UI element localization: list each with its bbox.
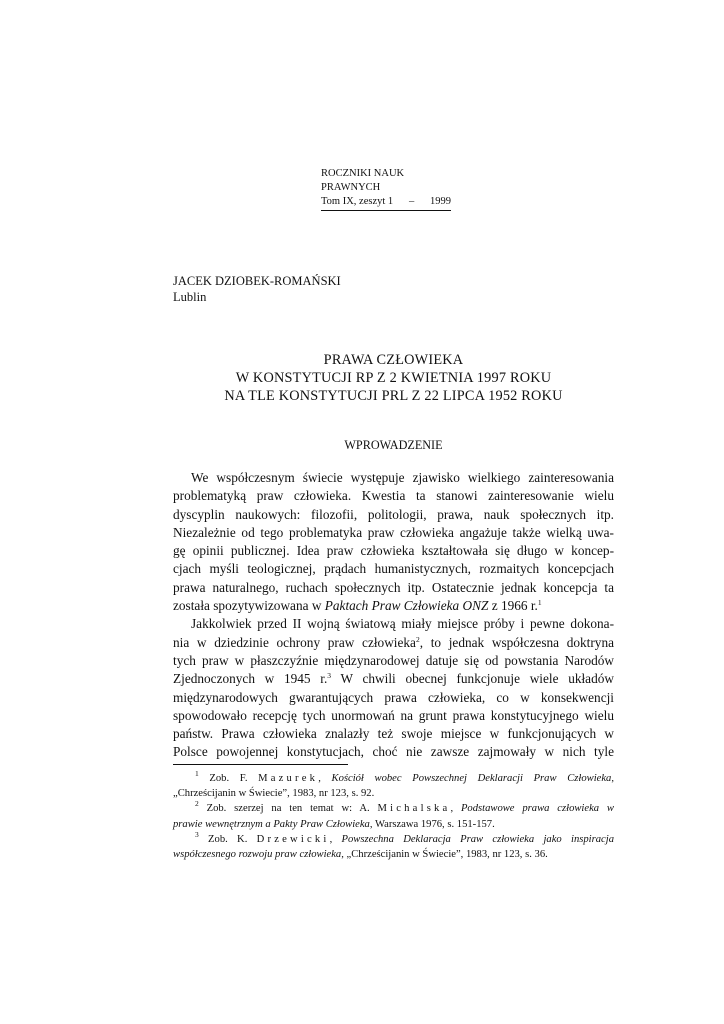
footnote-number: 3 (195, 829, 199, 839)
body-line: Niezależnie od tego problematyka praw człowieka angażuje także wielką uwa- (173, 524, 614, 540)
text-run: Zob. F. (198, 773, 259, 784)
author-name: JACEK DZIOBEK-ROMAŃSKI (173, 274, 341, 288)
text-run: nia w dziedzinie ochrony praw człowieka (173, 634, 416, 650)
footnote-divider (173, 764, 348, 765)
footnote-title: współczesnego rozwoju praw człowieka (173, 849, 342, 861)
footnote-author: Michalska (377, 803, 451, 815)
footnote-number: 1 (195, 769, 199, 778)
body-line: gę opinii publicznej. Idea praw człowieka kształtowała się długo w koncep- (173, 543, 614, 559)
footnote-3-cont (173, 847, 614, 862)
text-run: , „Chrześcijanin w Świecie”, 1983, nr 123, s. 36. (341, 849, 548, 861)
article-title (173, 351, 614, 405)
body-line: prawa naturalnego, ruchach społecznych itp. Ostatecznie jednak koncepcja ta (173, 579, 614, 595)
body-line: problematyką praw człowieka. Kwestia ta stanowi zainteresowanie wielu (173, 488, 614, 504)
footnote-author: Mazurek (258, 773, 319, 784)
body-line: Jakkolwiek przed II wojną światową miały miejsce próby i pewne dokona- (191, 616, 614, 632)
body-line (173, 597, 614, 615)
italic-run: Paktach Praw Człowieka ONZ (324, 598, 489, 614)
body-text (173, 469, 614, 762)
footnote-title: Podstawowe prawa człowieka w (460, 803, 614, 815)
body-line: cjach myśli teologicznej, prądach humanistycznych, rozmaitych koncepcjach (173, 561, 614, 577)
author-city: Lublin (173, 290, 207, 304)
text-run: , (318, 773, 332, 784)
title-line: W KONSTYTUCJI RP Z 2 KWIETNIA 1997 ROKU (235, 370, 552, 386)
text-run: W chwili obecnej funkcjonuje wiele układów (331, 671, 614, 687)
section-heading: WPROWADZENIE (344, 438, 443, 452)
text-run: , (329, 833, 342, 845)
text-run: , Warszawa 1976, s. 151-157. (369, 818, 495, 830)
journal-dash: – (408, 196, 415, 207)
footnote-ref: 3 (327, 671, 332, 681)
journal-issue-line (321, 195, 451, 211)
text-run: Zob. szerzej na ten temat w: A. (198, 803, 378, 815)
footnote-ref: 1 (537, 598, 542, 608)
title-line: PRAWA CZŁOWIEKA (323, 352, 464, 368)
footnotes (173, 771, 614, 862)
body-line: państw. Prawa człowieka znalazły też swoje miejsce w funkcjonujących w (173, 726, 614, 742)
author-block (173, 273, 341, 305)
footnote-2 (173, 801, 614, 816)
text-run: Zjednoczonych w 1945 r. (173, 671, 328, 687)
footnote-1 (173, 771, 614, 786)
text-run: z 1966 r. (488, 598, 538, 614)
text-run: Zob. K. (198, 833, 257, 845)
footnote-title: prawie wewnętrznym a Pakty Praw Człowieka (173, 818, 370, 830)
body-line (173, 634, 614, 652)
footnote-2-cont (173, 817, 614, 832)
footnote-author: Drzewicki (256, 833, 330, 845)
journal-name: ROCZNIKI NAUK PRAWNYCH (321, 168, 405, 193)
footnote-3 (173, 829, 614, 847)
text-run: , (611, 773, 614, 784)
journal-volume: Tom IX, zeszyt 1 (321, 196, 394, 207)
body-line: międzynarodowych gwarantujących prawa człowieka, co w konsekwencji (173, 689, 614, 705)
footnote-number: 2 (195, 799, 199, 809)
text-run: , (450, 803, 461, 815)
body-line (173, 670, 614, 688)
title-line: NA TLE KONSTYTUCJI PRL Z 22 LIPCA 1952 ROKU (224, 388, 563, 404)
body-line: dyscyplin naukowych: filozofii, politologii, prawa, nauk społecznych itp. (173, 506, 614, 522)
body-line: spowodowało recepcję tych unormowań na grunt prawa konstytucyjnego wielu (173, 707, 614, 723)
body-line: tych praw w płaszczyźnie międzynarodowej datuje się od powstania Narodów (173, 652, 614, 668)
text-run: została spozytywizowana w (173, 598, 325, 614)
journal-year: 1999 (429, 196, 451, 207)
footnote-title: Kościół wobec Powszechnej Deklaracji Praw Człowieka (331, 773, 612, 784)
footnote-ref: 2 (415, 634, 420, 644)
footnote-1-cont: „Chrześcijanin w Świecie”, 1983, nr 123, s. 92. (173, 788, 375, 800)
body-line: Polsce powojennej konstytucjach, choć nie zawsze zajmowały w nich tyle (173, 744, 614, 760)
journal-header (321, 167, 451, 211)
text-run: , to jednak współczesna doktryna (419, 634, 615, 650)
body-line: We współczesnym świecie występuje zjawisko wielkiego zainteresowania (191, 470, 614, 485)
footnote-title: Powszechna Deklaracja Praw człowieka jako inspiracja (341, 833, 614, 845)
